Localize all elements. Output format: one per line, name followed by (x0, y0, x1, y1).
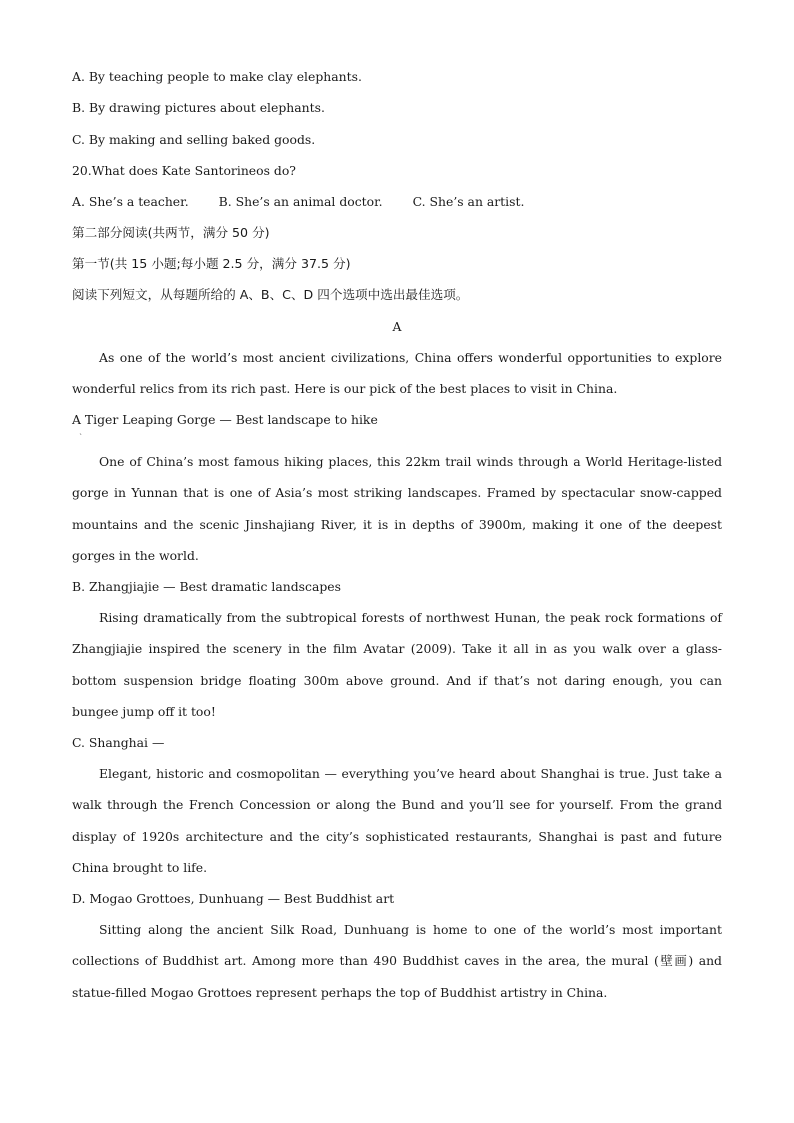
item-b-body: Rising dramatically from the subtropical forests of northwest Hunan, the peak rock formations of Zhangjiajie inspired the scenery in the film Avatar (2009). Take it all in as you walk over a glass-bottom suspension bridge floating 300m above ground. And if that’s not daring enough, you can bungee jump off it too! (72, 610, 722, 719)
q20-option-b: B. She’s an animal doctor. (218, 194, 383, 209)
q19-option-c: C. By making and selling baked goods. (72, 132, 316, 147)
q20-option-a: A. She’s a teacher. (72, 194, 189, 209)
part2-title: 第二部分阅读(共两节，满分 50 分) (72, 225, 270, 240)
q19-option-b: B. By drawing pictures about elephants. (72, 100, 325, 115)
q20-question: 20.What does Kate Santorineos do? (72, 163, 296, 178)
item-a-heading: A Tiger Leaping Gorge — Best landscape to hike (72, 412, 378, 427)
passage-intro: As one of the world’s most ancient civilizations, China offers wonderful opportunities to explore wonderful relics from its rich past. Here is our pick of the best places to visit in China. (72, 350, 722, 397)
item-d-body: Sitting along the ancient Silk Road, Dunhuang is home to one of the world’s most important collections of Buddhist art. Among more than 490 Buddhist caves in the area, the mural (壁画) and statue-filled Mogao Grottoes represent perhaps the top of Buddhist artistry in China. (72, 922, 722, 1000)
item-a-body: One of China’s most famous hiking places, this 22km trail winds through a World Heritage-listed gorge in Yunnan that is one of Asia’s most striking landscapes. Framed by spectacular snow-capped mountains and the scenic Jinshajiang River, it is in depths of 3900m, making it one of the deepest gorges in the world. (72, 454, 722, 563)
passage-label: A (392, 319, 402, 334)
item-c-body: Elegant, historic and cosmopolitan — everything you’ve heard about Shanghai is true. Just take a walk through the French Concession or along the Bund and you’ll see for yourself. From the grand display of 1920s architecture and the city’s sophisticated restaurants, Shanghai is past and future China brought to life. (72, 766, 722, 875)
item-c-heading: C. Shanghai — (72, 735, 165, 750)
item-d-heading: D. Mogao Grottoes, Dunhuang — Best Buddhist art (72, 891, 395, 906)
item-b-heading: B. Zhangjiajie — Best dramatic landscapes (72, 579, 341, 594)
q20-options (72, 194, 524, 210)
section1-title: 第一节(共 15 小题;每小题 2.5 分，满分 37.5 分) (72, 256, 351, 271)
q20-option-c: C. She’s an artist. (412, 194, 525, 209)
section1-instruction: 阅读下列短文，从每题所给的 A、B、C、D 四个选项中选出最佳选项。 (72, 287, 469, 302)
q19-option-a: A. By teaching people to make clay elephants. (72, 69, 362, 84)
stray-mark: ˋ (79, 433, 83, 442)
